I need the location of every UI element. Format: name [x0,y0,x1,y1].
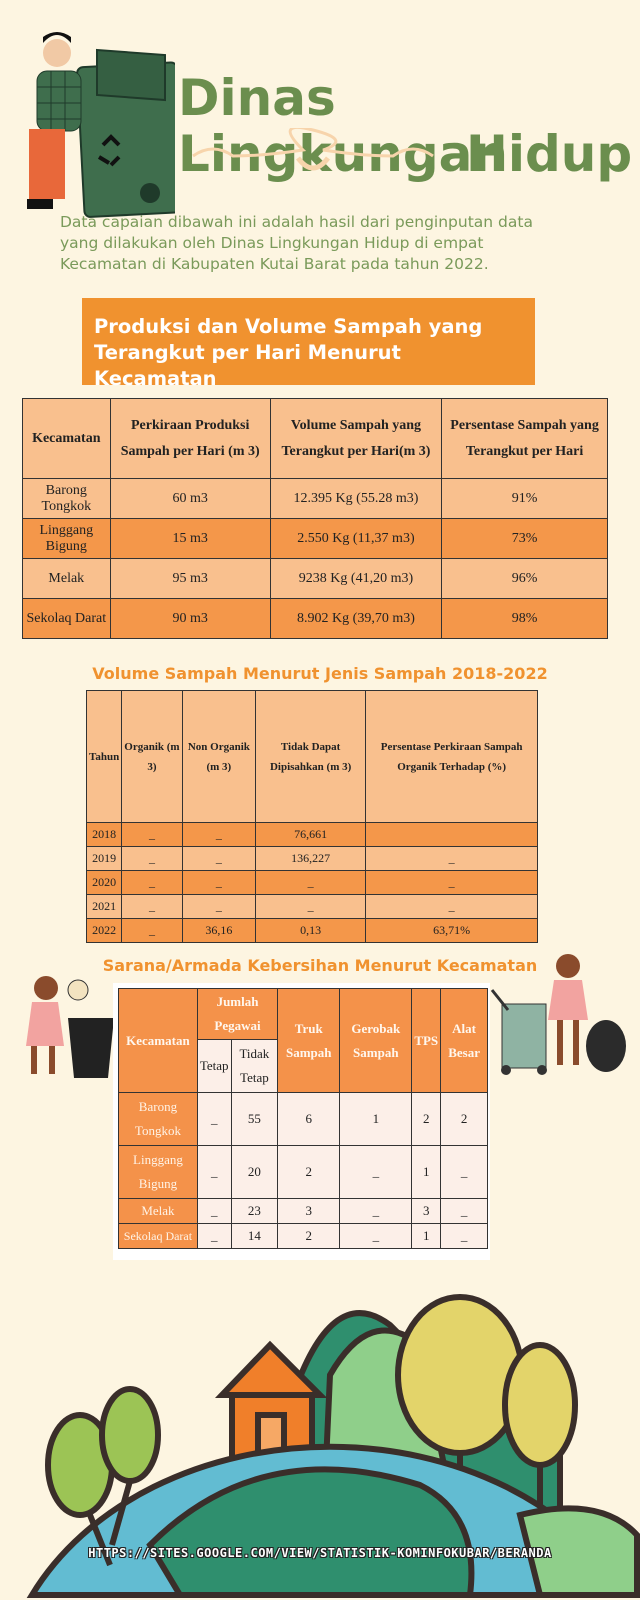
cell [366,823,538,847]
table-row [119,1199,488,1224]
cell: _ [256,871,366,895]
cell: 136,227 [256,847,366,871]
cell: 73% [442,519,608,559]
cell: _ [182,847,255,871]
col-header: Tahun [87,691,122,823]
table-row [87,895,538,919]
cell: _ [340,1224,412,1249]
cell: 3 [412,1199,441,1224]
cell: Melak [119,1199,198,1224]
cell: 95 m3 [110,559,270,599]
cell: 2019 [87,847,122,871]
cell: 2 [412,1093,441,1146]
table-row [119,1093,488,1146]
cell: 76,661 [256,823,366,847]
cell: 3 [278,1199,340,1224]
cell: 60 m3 [110,479,270,519]
page-title-line1: Dinas Lingkungan [178,69,508,183]
table1-title-banner: Produksi dan Volume Sampah yang Terangkut per Hari Menurut Kecamatan [82,298,535,385]
cell: 2.550 Kg (11,37 m3) [270,519,441,559]
cell: _ [441,1224,488,1249]
cell: 2 [278,1224,340,1249]
girl-with-trash-bag-illustration [488,950,628,1080]
col-header: Truk Sampah [278,989,340,1093]
cell: _ [197,1093,231,1146]
page-title-line2: Hidup [466,125,633,183]
cell: 96% [442,559,608,599]
ornament-flourish [188,128,438,178]
source-url-link[interactable]: HTTPS://SITES.GOOGLE.COM/VIEW/STATISTIK-KOMINFOKUBAR/BERANDA [88,1546,552,1560]
cell: _ [441,1199,488,1224]
waste-type-volume-table [86,690,538,943]
cell: Sekolaq Darat [119,1224,198,1249]
col-header: Perkiraan Produksi Sampah per Hari (m 3) [110,399,270,479]
cell: 63,71% [366,919,538,943]
cell: _ [122,895,183,919]
cell: 55 [231,1093,278,1146]
cell: 23 [231,1199,278,1224]
table-row [23,479,608,519]
col-header: Non Organik (m 3) [182,691,255,823]
col-header: Kecamatan [119,989,198,1093]
col-header: Persentase Perkiraan Sampah Organik Terhadap (%) [366,691,538,823]
cell: 15 m3 [110,519,270,559]
table-row [87,871,538,895]
table-row [87,823,538,847]
cell: _ [182,823,255,847]
cell: Linggang Bigung [23,519,111,559]
col-header: Kecamatan [23,399,111,479]
cell: 2020 [87,871,122,895]
cell: Barong Tongkok [119,1093,198,1146]
cell: 20 [231,1146,278,1199]
col-header: Organik (m 3) [122,691,183,823]
cell: 98% [442,599,608,639]
cell: 1 [340,1093,412,1146]
col-header: Tidak Dapat Dipisahkan (m 3) [256,691,366,823]
cell: 9238 Kg (41,20 m3) [270,559,441,599]
cell: 1 [412,1224,441,1249]
col-header: TPS [412,989,441,1093]
cell: _ [366,895,538,919]
cell: 6 [278,1093,340,1146]
cell: _ [340,1199,412,1224]
cell: 2 [278,1146,340,1199]
table3-title: Sarana/Armada Kebersihan Menurut Kecamatan [102,956,538,975]
cell: _ [122,847,183,871]
cell: 2018 [87,823,122,847]
table-row [87,919,538,943]
cell: 2022 [87,919,122,943]
cell: _ [197,1146,231,1199]
cell: _ [366,847,538,871]
cell: _ [441,1146,488,1199]
cleaning-fleet-table [118,988,488,1249]
cell: Sekolaq Darat [23,599,111,639]
cell: 36,16 [182,919,255,943]
cell: 8.902 Kg (39,70 m3) [270,599,441,639]
cell: 0,13 [256,919,366,943]
cell: _ [197,1199,231,1224]
girl-with-trash-can-illustration [18,968,118,1083]
production-volume-table [22,398,608,639]
cell: _ [122,919,183,943]
cell: 90 m3 [110,599,270,639]
cell: 2 [441,1093,488,1146]
col-header: Volume Sampah yang Terangkut per Hari(m 3) [270,399,441,479]
table-row [23,599,608,639]
table-row [23,519,608,559]
cell: _ [256,895,366,919]
col-header: Persentase Sampah yang Terangkut per Hari [442,399,608,479]
cell: Barong Tongkok [23,479,111,519]
cell: 14 [231,1224,278,1249]
intro-paragraph: Data capaian dibawah ini adalah hasil dari penginputan data yang dilakukan oleh Dinas Lingkungan Hidup di empat Kecamatan di Kabupaten Kutai Barat pada tahun 2022. [60,213,533,273]
table-row [23,559,608,599]
table2-title: Volume Sampah Menurut Jenis Sampah 2018-2022 [92,664,548,683]
cell: _ [366,871,538,895]
cell: 1 [412,1146,441,1199]
cell: _ [122,871,183,895]
cell: Melak [23,559,111,599]
table-row [87,847,538,871]
cell: 12.395 Kg (55.28 m3) [270,479,441,519]
cell: 2021 [87,895,122,919]
table-row [119,1146,488,1199]
cell: 91% [442,479,608,519]
col-header: Alat Besar [441,989,488,1093]
table-row [119,1224,488,1249]
col-header: Jumlah Pegawai [197,989,277,1040]
col-header: Gerobak Sampah [340,989,412,1093]
cell: _ [122,823,183,847]
cell: _ [182,895,255,919]
cell: _ [197,1224,231,1249]
cell: _ [182,871,255,895]
cell: _ [340,1146,412,1199]
cell: Linggang Bigung [119,1146,198,1199]
col-header: Tetap [197,1040,231,1093]
col-header: Tidak Tetap [231,1040,278,1093]
